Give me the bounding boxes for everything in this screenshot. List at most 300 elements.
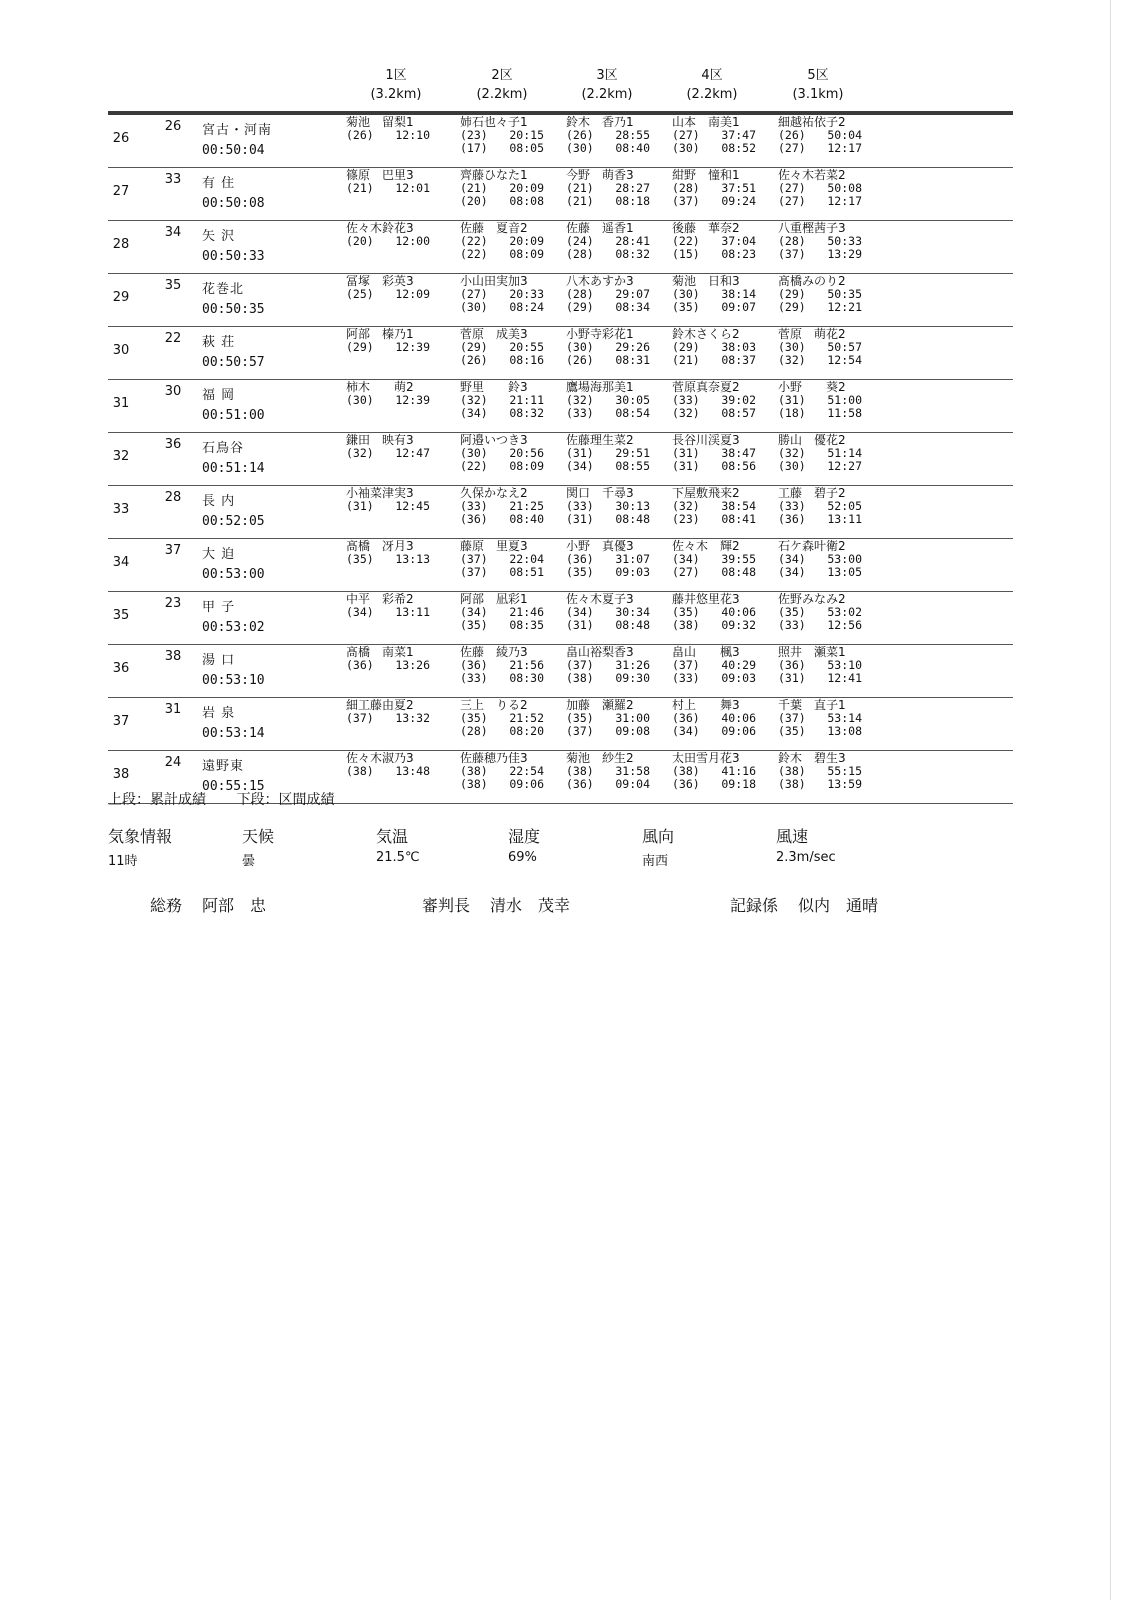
section-time: 08:35 (509, 618, 544, 632)
section-line (460, 248, 560, 261)
leg-1-cell (346, 222, 446, 248)
cumulative-position: (36) (346, 658, 374, 672)
bib-number: 36 (164, 437, 182, 452)
rank-cell: 26 (112, 131, 130, 146)
cumulative-position: (33) (778, 499, 806, 513)
cumulative-time: 13:32 (395, 711, 430, 725)
section-position: (29) (778, 300, 806, 314)
cumulative-position: (37) (672, 658, 700, 672)
cumulative-position: (37) (778, 711, 806, 725)
bib-number: 33 (164, 172, 182, 187)
section-line (566, 301, 666, 314)
cumulative-time: 28:27 (615, 181, 650, 195)
section-time: 09:03 (721, 671, 756, 685)
cumulative-time: 12:10 (395, 128, 430, 142)
table-row (108, 327, 1013, 380)
cumulative-time: 40:06 (721, 605, 756, 619)
section-line (566, 460, 666, 473)
cumulative-position: (35) (566, 711, 594, 725)
section-position: (33) (778, 618, 806, 632)
section-time: 08:20 (509, 724, 544, 738)
runner-name: 石ケ森叶衛2 (778, 539, 846, 553)
leg-1-cell (346, 646, 446, 672)
cumulative-position: (38) (778, 764, 806, 778)
runner-name: 関口 千尋3 (566, 486, 634, 500)
official-2 (422, 893, 570, 916)
section-line (778, 513, 878, 526)
section-line (672, 195, 772, 208)
section-line (566, 619, 666, 632)
section-distance: (2.2km) (686, 87, 738, 102)
leg-3-cell (566, 222, 666, 261)
cumulative-position: (37) (346, 711, 374, 725)
section-position: (33) (672, 671, 700, 685)
section-line (778, 460, 878, 473)
runner-name: 千葉 直子1 (778, 698, 846, 712)
leg-4-cell (672, 381, 772, 420)
leg-5-cell (778, 540, 878, 579)
leg-4-cell (672, 487, 772, 526)
leg-3-cell (566, 381, 666, 420)
runner-name: 細越祐依子2 (778, 115, 846, 129)
cumulative-time: 21:25 (509, 499, 544, 513)
runner-name: 照井 瀬菜1 (778, 645, 846, 659)
cumulative-position: (22) (672, 234, 700, 248)
runner-name: 八木あすか3 (566, 274, 634, 288)
runner-name: 山本 南美1 (672, 115, 740, 129)
cumulative-time: 30:05 (615, 393, 650, 407)
official-1 (150, 893, 266, 916)
cumulative-position: (31) (346, 499, 374, 513)
section-position: (26) (566, 353, 594, 367)
section-time: 08:32 (509, 406, 544, 420)
section-line (778, 354, 878, 367)
leg-1-cell (346, 434, 446, 460)
cumulative-time: 40:29 (721, 658, 756, 672)
bib-number: 28 (164, 490, 182, 505)
section-line (672, 513, 772, 526)
section-position: (31) (566, 512, 594, 526)
total-time: 00:53:10 (202, 673, 265, 688)
cumulative-position: (36) (672, 711, 700, 725)
total-time: 00:50:33 (202, 249, 265, 264)
section-position: (29) (566, 300, 594, 314)
section-time: 08:30 (509, 671, 544, 685)
rank-cell: 37 (112, 714, 130, 729)
section-line (566, 778, 666, 791)
total-time: 00:51:00 (202, 408, 265, 423)
weather-value: 11時 (108, 854, 138, 869)
runner-name: 村上 舞3 (672, 698, 740, 712)
cumulative-position: (30) (778, 340, 806, 354)
section-position: (30) (460, 300, 488, 314)
cumulative-time: 50:04 (827, 128, 862, 142)
section-position: (17) (460, 141, 488, 155)
leg-2-cell (460, 593, 560, 632)
runner-name: 篠原 巴里3 (346, 168, 414, 182)
section-name: 2区 (491, 68, 513, 83)
cumulative-position: (33) (460, 499, 488, 513)
section-time: 09:18 (721, 777, 756, 791)
section-position: (32) (778, 353, 806, 367)
weather-header: 気温 (376, 827, 409, 846)
runner-name: 阿邉いつき3 (460, 433, 528, 447)
section-time: 08:51 (509, 565, 544, 579)
cumulative-time: 12:00 (395, 234, 430, 248)
cumulative-position: (35) (778, 605, 806, 619)
section-time: 08:23 (721, 247, 756, 261)
section-position: (23) (672, 512, 700, 526)
section-time: 09:32 (721, 618, 756, 632)
cumulative-position: (32) (346, 446, 374, 460)
weather-value: 69% (508, 850, 537, 865)
result-rows (108, 115, 1013, 804)
runner-name: 太田雪月花3 (672, 751, 740, 765)
cumulative-line (346, 129, 446, 142)
runner-name: 菊池 留梨1 (346, 115, 414, 129)
section-line (778, 672, 878, 685)
section-time: 12:41 (827, 671, 862, 685)
section-time: 09:30 (615, 671, 650, 685)
section-line (566, 672, 666, 685)
leg-4-cell (672, 540, 772, 579)
table-row (108, 645, 1013, 698)
cumulative-position: (33) (566, 499, 594, 513)
leg-3-cell (566, 593, 666, 632)
cumulative-time: 12:39 (395, 340, 430, 354)
total-time: 00:53:00 (202, 567, 265, 582)
total-time: 00:50:57 (202, 355, 265, 370)
cumulative-position: (22) (460, 234, 488, 248)
section-3-heading (555, 66, 659, 104)
cumulative-time: 12:09 (395, 287, 430, 301)
section-time: 13:08 (827, 724, 862, 738)
runner-name: 畠山 楓3 (672, 645, 740, 659)
section-time: 08:09 (509, 247, 544, 261)
runner-name: 佐藤 夏音2 (460, 221, 528, 235)
section-time: 09:04 (615, 777, 650, 791)
official-name: 阿部 忠 (202, 896, 267, 915)
section-time: 08:57 (721, 406, 756, 420)
section-time: 12:21 (827, 300, 862, 314)
runner-name: 藤原 里夏3 (460, 539, 528, 553)
section-position: (30) (672, 141, 700, 155)
section-time: 08:09 (509, 459, 544, 473)
bib-number: 23 (164, 596, 182, 611)
total-time: 00:50:08 (202, 196, 265, 211)
section-distance: (2.2km) (581, 87, 633, 102)
weather-header: 気象情報 (108, 827, 173, 846)
cumulative-position: (26) (778, 128, 806, 142)
section-1-heading (344, 66, 448, 104)
rank-cell: 28 (112, 237, 130, 252)
team-name: 福 岡 (202, 388, 236, 403)
section-time: 08:31 (615, 353, 650, 367)
cumulative-position: (32) (566, 393, 594, 407)
cumulative-time: 51:14 (827, 446, 862, 460)
total-time: 00:53:02 (202, 620, 265, 635)
section-line (778, 725, 878, 738)
cumulative-line (346, 606, 446, 619)
section-position: (30) (778, 459, 806, 473)
cumulative-position: (31) (566, 446, 594, 460)
cumulative-time: 21:11 (509, 393, 544, 407)
leg-1-cell (346, 275, 446, 301)
cumulative-time: 12:45 (395, 499, 430, 513)
leg-4-cell (672, 222, 772, 261)
leg-5-cell (778, 381, 878, 420)
section-position: (34) (672, 724, 700, 738)
runner-name: 菊池 紗生2 (566, 751, 634, 765)
section-time: 08:05 (509, 141, 544, 155)
cumulative-time: 50:08 (827, 181, 862, 195)
rank-cell: 27 (112, 184, 130, 199)
section-time: 12:56 (827, 618, 862, 632)
official-3 (730, 893, 878, 916)
rank-cell: 29 (112, 290, 130, 305)
total-time: 00:50:04 (202, 143, 265, 158)
cumulative-position: (27) (778, 181, 806, 195)
cumulative-time: 21:52 (509, 711, 544, 725)
cumulative-time: 29:26 (615, 340, 650, 354)
leg-1-cell (346, 169, 446, 195)
cumulative-time: 21:56 (509, 658, 544, 672)
section-time: 11:58 (827, 406, 862, 420)
section-time: 08:56 (721, 459, 756, 473)
team-name: 甲 子 (202, 600, 236, 615)
section-name: 4区 (701, 68, 723, 83)
section-name: 3区 (596, 68, 618, 83)
leg-4-cell (672, 328, 772, 367)
section-position: (26) (460, 353, 488, 367)
cumulative-position: (27) (460, 287, 488, 301)
cumulative-time: 20:33 (509, 287, 544, 301)
bib-number: 31 (164, 702, 182, 717)
leg-5-cell (778, 593, 878, 632)
results-table (108, 66, 1013, 804)
section-position: (36) (672, 777, 700, 791)
section-2-heading (450, 66, 554, 104)
cumulative-time: 13:13 (395, 552, 430, 566)
runner-name: 鈴木さくら2 (672, 327, 740, 341)
cumulative-position: (38) (346, 764, 374, 778)
team-name: 石鳥谷 (202, 441, 245, 456)
runner-name: 鎌田 映有3 (346, 433, 414, 447)
runner-name: 後藤 華奈2 (672, 221, 740, 235)
cumulative-time: 40:06 (721, 711, 756, 725)
leg-1-cell (346, 699, 446, 725)
section-name: 1区 (385, 68, 407, 83)
leg-5-cell (778, 275, 878, 314)
leg-2-cell (460, 116, 560, 155)
cumulative-position: (32) (460, 393, 488, 407)
cumulative-position: (29) (460, 340, 488, 354)
table-row (108, 168, 1013, 221)
section-line (672, 301, 772, 314)
leg-2-cell (460, 275, 560, 314)
section-time: 12:27 (827, 459, 862, 473)
section-line (672, 142, 772, 155)
cumulative-time: 20:09 (509, 181, 544, 195)
cumulative-position: (31) (672, 446, 700, 460)
section-position: (38) (566, 671, 594, 685)
section-position: (31) (566, 618, 594, 632)
leg-4-cell (672, 593, 772, 632)
runner-name: 小野寺彩花1 (566, 327, 634, 341)
leg-1-cell (346, 540, 446, 566)
leg-2-cell (460, 328, 560, 367)
section-position: (37) (778, 247, 806, 261)
table-row (108, 274, 1013, 327)
section-position: (35) (460, 618, 488, 632)
cumulative-time: 53:14 (827, 711, 862, 725)
runner-name: 工藤 碧子2 (778, 486, 846, 500)
bib-number: 24 (164, 755, 182, 770)
cumulative-time: 13:26 (395, 658, 430, 672)
cumulative-time: 29:07 (615, 287, 650, 301)
cumulative-line (346, 394, 446, 407)
bib-number: 37 (164, 543, 182, 558)
cumulative-position: (34) (346, 605, 374, 619)
cumulative-position: (35) (346, 552, 374, 566)
section-line (672, 672, 772, 685)
cumulative-time: 55:15 (827, 764, 862, 778)
leg-2-cell (460, 222, 560, 261)
section-time: 09:03 (615, 565, 650, 579)
leg-5-cell (778, 434, 878, 473)
runner-name: 鷹場海那美1 (566, 380, 634, 394)
cumulative-position: (30) (460, 446, 488, 460)
leg-2-cell (460, 699, 560, 738)
rank-cell: 36 (112, 661, 130, 676)
total-time: 00:53:14 (202, 726, 265, 741)
runner-name: 小野 真優3 (566, 539, 634, 553)
section-time: 08:41 (721, 512, 756, 526)
section-time: 08:40 (615, 141, 650, 155)
cumulative-position: (21) (460, 181, 488, 195)
section-time: 08:52 (721, 141, 756, 155)
total-time: 00:51:14 (202, 461, 265, 476)
runner-name: 今野 萌香3 (566, 168, 634, 182)
cumulative-time: 21:46 (509, 605, 544, 619)
leg-2-cell (460, 646, 560, 685)
section-time: 08:34 (615, 300, 650, 314)
cumulative-time: 38:03 (721, 340, 756, 354)
note-lower: 下段：区間成績 (236, 792, 335, 808)
section-time: 08:24 (509, 300, 544, 314)
cumulative-position: (29) (346, 340, 374, 354)
bib-number: 34 (164, 225, 182, 240)
table-row (108, 486, 1013, 539)
cumulative-time: 53:10 (827, 658, 862, 672)
section-line (460, 566, 560, 579)
runner-name: 下屋敷飛来2 (672, 486, 740, 500)
rank-cell: 34 (112, 555, 130, 570)
runner-name: 三上 りる2 (460, 698, 528, 712)
section-line (778, 619, 878, 632)
runner-name: 齊藤ひなた1 (460, 168, 528, 182)
leg-2-cell (460, 752, 560, 791)
section-position: (22) (460, 247, 488, 261)
runner-name: 佐野みなみ2 (778, 592, 846, 606)
runner-name: 細工藤由夏2 (346, 698, 414, 712)
runner-name: 髙橋 冴月3 (346, 539, 414, 553)
cumulative-line (346, 182, 446, 195)
cumulative-time: 38:47 (721, 446, 756, 460)
cumulative-line (346, 765, 446, 778)
runner-name: 阿部 榛乃1 (346, 327, 414, 341)
runner-name: 小袖菜津実3 (346, 486, 414, 500)
weather-header: 風向 (642, 827, 675, 846)
leg-4-cell (672, 646, 772, 685)
leg-4-cell (672, 699, 772, 738)
section-time: 13:05 (827, 565, 862, 579)
section-line (460, 142, 560, 155)
leg-1-cell (346, 593, 446, 619)
cumulative-time: 28:41 (615, 234, 650, 248)
cumulative-position: (36) (778, 658, 806, 672)
section-position: (33) (566, 406, 594, 420)
leg-3-cell (566, 116, 666, 155)
official-name: 似内 通晴 (798, 896, 879, 915)
runner-name: 野里 鈴3 (460, 380, 528, 394)
runner-name: 佐々木鈴花3 (346, 221, 414, 235)
cumulative-position: (34) (566, 605, 594, 619)
section-position: (38) (778, 777, 806, 791)
note-upper: 上段：累計成績 (108, 792, 206, 808)
runner-name: 佐々木夏子3 (566, 592, 634, 606)
cumulative-position: (35) (460, 711, 488, 725)
leg-5-cell (778, 487, 878, 526)
section-position: (22) (460, 459, 488, 473)
runner-name: 八重樫茜子3 (778, 221, 846, 235)
section-time: 08:18 (615, 194, 650, 208)
total-time: 00:55:15 (202, 779, 265, 794)
table-row (108, 592, 1013, 645)
cumulative-position: (25) (346, 287, 374, 301)
cumulative-position: (38) (460, 764, 488, 778)
cumulative-line (346, 659, 446, 672)
runner-name: 阿部 凪彩1 (460, 592, 528, 606)
section-position: (15) (672, 247, 700, 261)
cumulative-time: 38:14 (721, 287, 756, 301)
section-position: (36) (460, 512, 488, 526)
section-line (460, 513, 560, 526)
legend-note (108, 789, 360, 809)
section-time: 09:08 (615, 724, 650, 738)
section-time: 12:17 (827, 141, 862, 155)
weather-header: 天候 (242, 827, 275, 846)
leg-3-cell (566, 434, 666, 473)
bib-number: 38 (164, 649, 182, 664)
cumulative-time: 37:47 (721, 128, 756, 142)
section-distance: (3.1km) (792, 87, 844, 102)
section-position: (34) (566, 459, 594, 473)
section-position: (33) (460, 671, 488, 685)
section-line (672, 566, 772, 579)
section-line (778, 778, 878, 791)
official-role: 審判長 (422, 896, 471, 915)
section-position: (31) (778, 671, 806, 685)
runner-name: 小野 葵2 (778, 380, 846, 394)
runner-name: 姉石也々子1 (460, 115, 528, 129)
section-line (460, 778, 560, 791)
team-name: 有 住 (202, 176, 236, 191)
cumulative-time: 13:48 (395, 764, 430, 778)
cumulative-position: (32) (778, 446, 806, 460)
cumulative-time: 39:02 (721, 393, 756, 407)
section-line (566, 725, 666, 738)
